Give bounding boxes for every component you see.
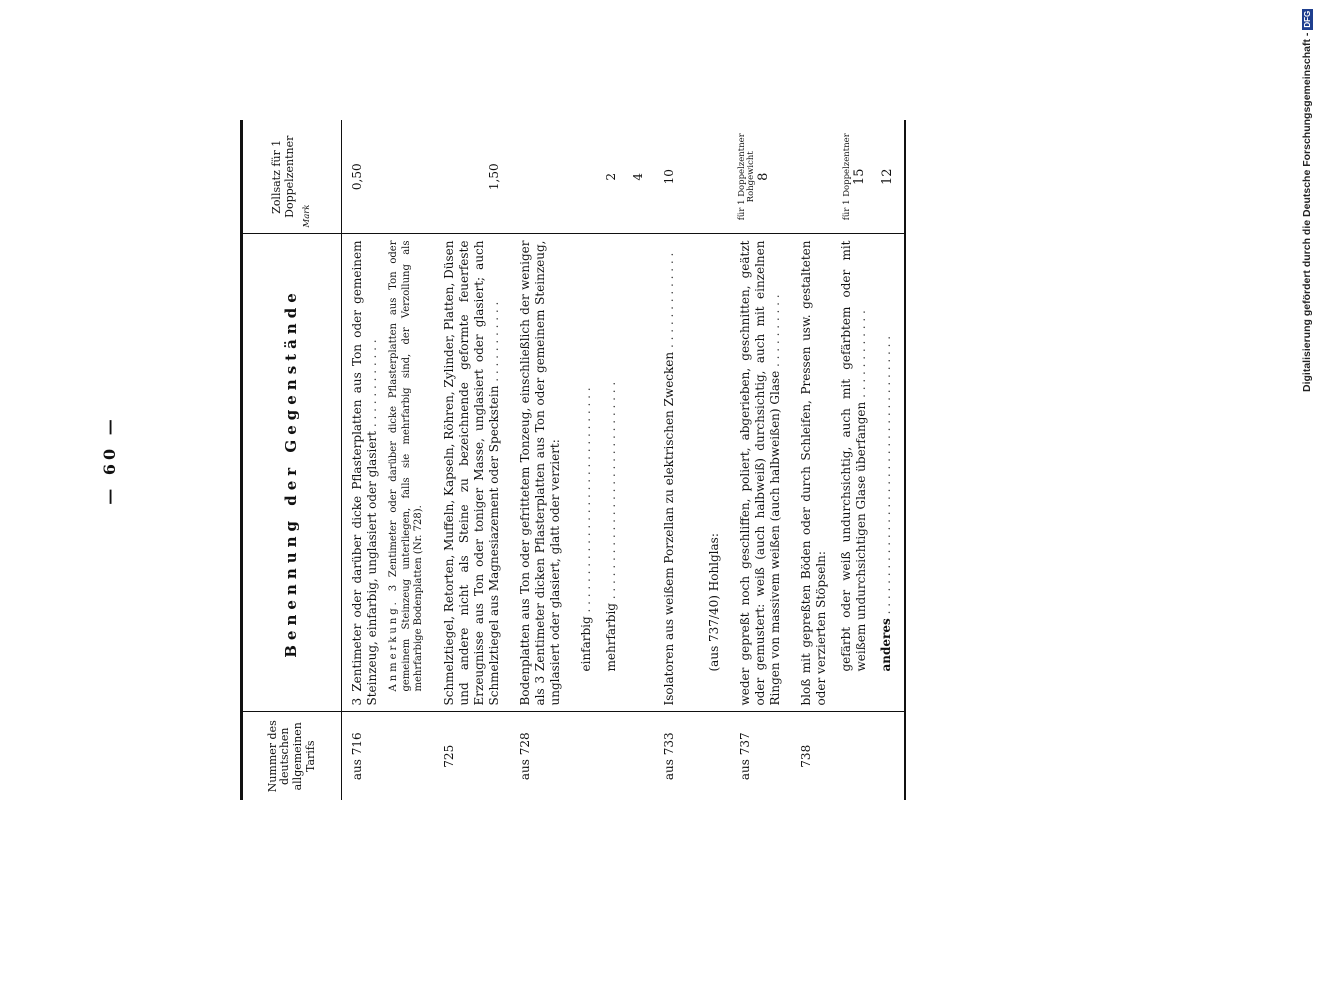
annotation-text: 3 Zentimeter oder darüber dicke Pflasterplatten aus Ton oder gemeinem Steinzeug unterliegen, falls sie mehrfarbig sind, der Verzollung als mehrfarbige Bodenplatten (Nr. 728). (388, 240, 424, 692)
tariff-number: aus 728 (510, 712, 654, 800)
annotation-note (388, 241, 426, 692)
tariff-number: 725 (434, 712, 510, 800)
rate-note: für 1 Doppelzentner (841, 133, 852, 221)
sub-item: mehrfarbig . . . . . . . . . . . . . . . . . . . . . . . . . . . . . (603, 381, 618, 672)
item-description: 3 Zentimeter oder darüber dicke Pflasterplatten aus Ton oder gemeinem Steinzeug, einfarbig, unglasiert oder glasiert . . . . . . . . . . . . Anmerkung. 3 Zentimeter oder darüber dicke Pflasterplatten aus Ton oder gemeinem Steinzeug unterliegen, falls sie mehrfarbig sind, der Verzollung als mehrfarbige Bodenplatten (Nr. 728). (342, 234, 434, 712)
duty-rate: 1,50 (486, 163, 501, 191)
sub-item-label: mehrfarbig (603, 603, 618, 672)
duty-rate-cell (791, 120, 906, 234)
duty-rate: 4 (630, 172, 645, 181)
item-text: Schmelztiegel, Retorten, Muffeln, Kapseln, Röhren, Zylinder, Platten, Düsen und andere nicht als Steine zu bezeichnende geformte feuerfeste Erzeugnisse aus Ton oder toniger Masse, unglasiert oder glasiert; auch Schmelztiegel aus Magnesiazement oder Speckstein (441, 240, 501, 706)
item-text: weder gepreßt noch geschliffen, poliert, abgerieben, geschnitten, geätzt oder gemustert: weiß (auch halbweiß) durchsichtig, auch mit einzelnen Ringen von massivem weißen (auch halbweißen) Glase (737, 240, 782, 706)
table-row (434, 120, 510, 800)
credit-text: Digitalisierung gefördert durch die Deutsche Forschungsgemeinschaft - (1301, 32, 1313, 392)
item-description (791, 234, 906, 712)
header-unit-mark: Mark (301, 204, 312, 228)
sub-heading: (aus 737/40) Hohlglas: (706, 533, 721, 672)
tariff-table (240, 120, 906, 800)
tariff-number: aus 733 (654, 712, 730, 800)
sub-item-label: gefärbt oder weiß undurchsichtig, auch mit gefärbtem oder mit weißem undurchsichtigen Glase überfangen (838, 240, 868, 672)
tariff-number: 738 (791, 712, 906, 800)
duty-rate: 15 (851, 168, 867, 186)
item-text: Isolatoren aus weißem Porzellan zu elektrischen Zwecken (661, 351, 676, 706)
sub-item-label: anderes (878, 618, 893, 672)
duty-rate: 12 (880, 168, 896, 186)
item-description: weder gepreßt noch geschliffen, poliert, abgerieben, geschnitten, geätzt oder gemustert: weiß (auch halbweiß) durchsichtig, auch mit einzelnen Ringen von massivem weißen (auch halbweißen) Glase . . . . . . . . . . (730, 234, 791, 712)
duty-rate: 10 (661, 169, 676, 185)
table-row (730, 120, 791, 800)
header-tariff-number: Nummer des deutschen allgemeinen Tarifs (242, 712, 342, 800)
sub-item: gefärbt oder weiß undurchsichtig, auch mit gefärbtem oder mit weißem undurchsichtigen Glase überfangen . . . . . . . . . . . . (838, 240, 868, 672)
table-row (510, 120, 654, 800)
tariff-number: aus 737 (730, 712, 791, 800)
duty-rate-cell (730, 120, 791, 234)
sub-item: anderes . . . . . . . . . . . . . . . . . . . . . . . . . . . . . . . . . . . . . (878, 335, 893, 672)
page-number: — 60 — (100, 415, 119, 505)
scanned-page-sheet (90, 120, 1230, 800)
table-row (654, 120, 730, 800)
duty-rate-cell (510, 120, 654, 234)
item-description: Schmelztiegel, Retorten, Muffeln, Kapseln, Röhren, Zylinder, Platten, Düsen und andere nicht als Steine zu bezeichnende geformte feuerfeste Erzeugnisse aus Ton oder toniger Masse, unglasiert oder glasiert; auch Schmelztiegel aus Magnesiazement oder Speckstein . . . . . . . . . . . (434, 234, 510, 712)
duty-rate: 2 (603, 172, 618, 181)
credit-line (1296, 10, 1318, 392)
item-description (510, 234, 654, 712)
table-header-row (242, 120, 342, 800)
table-row (342, 120, 434, 800)
duty-rate: 0,50 (350, 163, 364, 191)
item-text: 3 Zentimeter oder darüber dicke Pflasterplatten aus Ton oder gemeinem Steinzeug, einfarbig, unglasiert oder glasiert (350, 240, 379, 706)
page-content (90, 120, 1230, 800)
table-row (791, 120, 906, 800)
rate-note: für 1 Doppelzentner Rohgewicht (736, 133, 756, 221)
sub-item-label: einfarbig (578, 616, 593, 672)
item-text: Bodenplatten aus Ton oder gefrittetem Tonzeug, einschließlich der weniger als 3 Zentimeter dicken Pflasterplatten aus Ton oder gemeinem Steinzeug, unglasiert oder glasiert, glatt oder verziert: (517, 240, 562, 706)
item-text: bloß mit gepreßten Böden oder durch Schleifen, Pressen usw. gestalteten oder verzierten Stöpseln: (798, 240, 828, 706)
header-description: Benennung der Gegenstände (242, 234, 342, 712)
annotation-label: Anmerkung. (388, 599, 399, 692)
duty-rate: 8 (756, 172, 772, 181)
dfg-logo: DFG (1302, 10, 1312, 28)
tariff-number: aus 716 (342, 712, 434, 800)
header-duty-rate (242, 120, 342, 234)
item-description: Isolatoren aus weißem Porzellan zu elektrischen Zwecken . . . . . . . . . . . . . (aus 737/40) Hohlglas: (654, 234, 730, 712)
sub-item: einfarbig . . . . . . . . . . . . . . . . . . . . . . . . . . . . . . (578, 387, 593, 672)
header-duty-rate-label: Zollsatz für 1 Doppelzentner (270, 135, 297, 218)
